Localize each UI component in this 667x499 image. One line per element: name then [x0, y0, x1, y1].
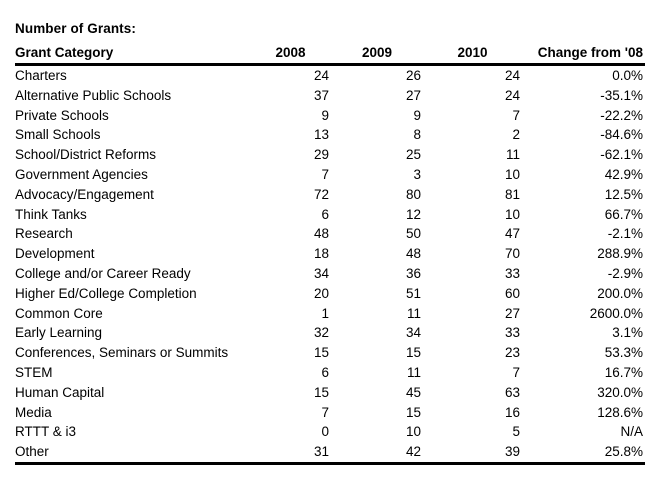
cell-2010-value: 63 [504, 384, 520, 400]
cell-grant-category: Government Agencies [15, 166, 148, 182]
cell-grant-category: Development [15, 246, 95, 262]
table-row [15, 65, 645, 86]
cell-2008-value: 13 [313, 127, 329, 143]
cell-2008-value: 20 [313, 285, 329, 301]
column-header-2008: 2008 [250, 40, 331, 65]
cell-2008-value: 31 [250, 442, 331, 463]
column-header-2009: 2009 [331, 40, 423, 65]
cell-2008-value: 29 [313, 147, 329, 163]
cell-2009-value: 3 [413, 166, 421, 182]
cell-change-from-08-value: 2600.0% [589, 305, 643, 321]
cell-2009-value: 27 [405, 87, 421, 103]
cell-2009-value: 11 [406, 305, 421, 321]
cell-2008-value: 37 [313, 87, 329, 103]
cell-2009-value: 34 [405, 325, 421, 341]
cell-grant-category: Higher Ed/College Completion [15, 285, 197, 301]
cell-2008-value: 24 [313, 68, 329, 83]
cell-2010-value: 7 [512, 107, 520, 123]
cell-2009-value: 11 [406, 364, 421, 380]
cell-grant-category: Alternative Public Schools [15, 87, 172, 103]
table-row [15, 106, 645, 126]
table-header [15, 40, 645, 65]
table-row [15, 145, 645, 165]
cell-2010-value: 7 [512, 364, 520, 380]
table-row [15, 224, 645, 244]
cell-2009-value: 15 [405, 404, 421, 420]
cell-grant-category: Private Schools [15, 107, 109, 123]
cell-2009-value: 51 [405, 285, 421, 301]
cell-2010-value: 70 [504, 246, 520, 262]
cell-grant-category: Advocacy/Engagement [15, 186, 154, 202]
cell-2009-value: 45 [405, 384, 421, 400]
cell-change-from-08-value: -84.6% [600, 127, 643, 143]
cell-2008-value: 7 [321, 166, 329, 182]
page-title: Number of Grants: [15, 21, 136, 36]
cell-2010-value: 33 [504, 325, 520, 341]
cell-grant-category: Think Tanks [15, 206, 87, 222]
table-row [15, 125, 645, 145]
cell-2010-value: 27 [504, 305, 520, 321]
cell-change-from-08-value: 288.9% [597, 246, 643, 262]
cell-2010-value: 81 [504, 186, 520, 202]
table-row [15, 323, 645, 343]
table-row [15, 383, 645, 403]
column-header-2010: 2010 [423, 40, 522, 65]
header-row [15, 40, 645, 65]
cell-2009-value: 42 [331, 442, 423, 463]
cell-2010-value: 11 [505, 147, 520, 163]
cell-grant-category: STEM [15, 364, 53, 380]
table-row [15, 343, 645, 363]
table-row [15, 422, 645, 442]
cell-2010-value: 24 [504, 87, 520, 103]
cell-2008-value: 15 [313, 384, 329, 400]
table-row [15, 284, 645, 304]
cell-grant-category: Charters [15, 68, 67, 83]
cell-change-from-08-value: 25.8% [522, 442, 645, 463]
cell-change-from-08-value: -22.2% [600, 107, 643, 123]
cell-2010-value: 24 [504, 68, 520, 83]
table-row [15, 264, 645, 284]
cell-2009-value: 26 [405, 68, 421, 83]
cell-2010-value: 10 [504, 166, 520, 182]
cell-2009-value: 80 [405, 186, 421, 202]
cell-grant-category: Other [15, 442, 250, 463]
cell-2009-value: 8 [413, 127, 421, 143]
cell-grant-category: Human Capital [15, 384, 105, 400]
cell-change-from-08-value: 320.0% [597, 384, 643, 400]
cell-2008-value: 48 [313, 226, 329, 242]
cell-change-from-08-value: 0.0% [612, 68, 643, 83]
cell-2008-value: 18 [313, 246, 329, 262]
column-header-grant-category: Grant Category [15, 40, 250, 65]
cell-2010-value: 16 [504, 404, 520, 420]
table-row [15, 185, 645, 205]
cell-grant-category: Research [15, 226, 73, 242]
cell-2008-value: 15 [313, 345, 329, 361]
cell-2010-value: 2 [512, 127, 520, 143]
table-row [15, 304, 645, 324]
cell-2009-value: 48 [405, 246, 421, 262]
cell-2008-value: 6 [321, 364, 329, 380]
cell-change-from-08-value: 128.6% [597, 404, 643, 420]
cell-change-from-08-value: N/A [620, 424, 643, 440]
cell-2008-value: 9 [321, 107, 329, 123]
cell-2008-value: 32 [313, 325, 329, 341]
cell-change-from-08-value: -2.9% [607, 265, 643, 281]
cell-2009-value: 36 [405, 265, 421, 281]
cell-change-from-08-value: -2.1% [607, 226, 643, 242]
cell-2010-value: 60 [504, 285, 520, 301]
column-header-change-from-08: Change from '08 [522, 40, 645, 65]
cell-2008-value: 34 [313, 265, 329, 281]
cell-change-from-08-value: -62.1% [600, 147, 643, 163]
cell-change-from-08-value: 42.9% [604, 166, 643, 182]
table-row [15, 165, 645, 185]
cell-change-from-08-value: 12.5% [604, 186, 643, 202]
cell-2009-value: 15 [405, 345, 421, 361]
cell-2009-value: 10 [405, 424, 421, 440]
cell-2009-value: 12 [405, 206, 421, 222]
cell-2008-value: 7 [321, 404, 329, 420]
cell-change-from-08-value: 200.0% [597, 285, 643, 301]
cell-change-from-08-value: 3.1% [612, 325, 643, 341]
cell-2008-value: 1 [321, 305, 329, 321]
grants-table [15, 40, 645, 465]
cell-grant-category: College and/or Career Ready [15, 265, 191, 281]
cell-change-from-08-value: 53.3% [604, 345, 643, 361]
cell-2008-value: 72 [313, 186, 329, 202]
table-row [15, 442, 645, 463]
cell-2008-value: 0 [321, 424, 329, 440]
cell-grant-category: Media [15, 404, 52, 420]
cell-2010-value: 39 [423, 442, 522, 463]
cell-2009-value: 9 [413, 107, 421, 123]
cell-2010-value: 33 [504, 265, 520, 281]
cell-2010-value: 10 [504, 206, 520, 222]
cell-change-from-08-value: 16.7% [604, 364, 643, 380]
cell-grant-category: Small Schools [15, 127, 101, 143]
table-row [15, 205, 645, 225]
table-body [15, 65, 645, 464]
cell-grant-category: School/District Reforms [15, 147, 157, 163]
cell-grant-category: RTTT & i3 [15, 424, 77, 440]
cell-grant-category: Early Learning [15, 325, 103, 341]
table-row [15, 363, 645, 383]
table-row [15, 86, 645, 106]
cell-2009-value: 50 [405, 226, 421, 242]
cell-change-from-08-value: -35.1% [600, 87, 643, 103]
table-row [15, 403, 645, 423]
table-row [15, 244, 645, 264]
cell-grant-category: Common Core [15, 305, 103, 321]
cell-2010-value: 47 [504, 226, 520, 242]
cell-2010-value: 23 [504, 345, 520, 361]
cell-change-from-08-value: 66.7% [604, 206, 643, 222]
cell-2010-value: 5 [512, 424, 520, 440]
cell-2009-value: 25 [405, 147, 421, 163]
cell-grant-category: Conferences, Seminars or Summits [15, 345, 229, 361]
cell-2008-value: 6 [321, 206, 329, 222]
